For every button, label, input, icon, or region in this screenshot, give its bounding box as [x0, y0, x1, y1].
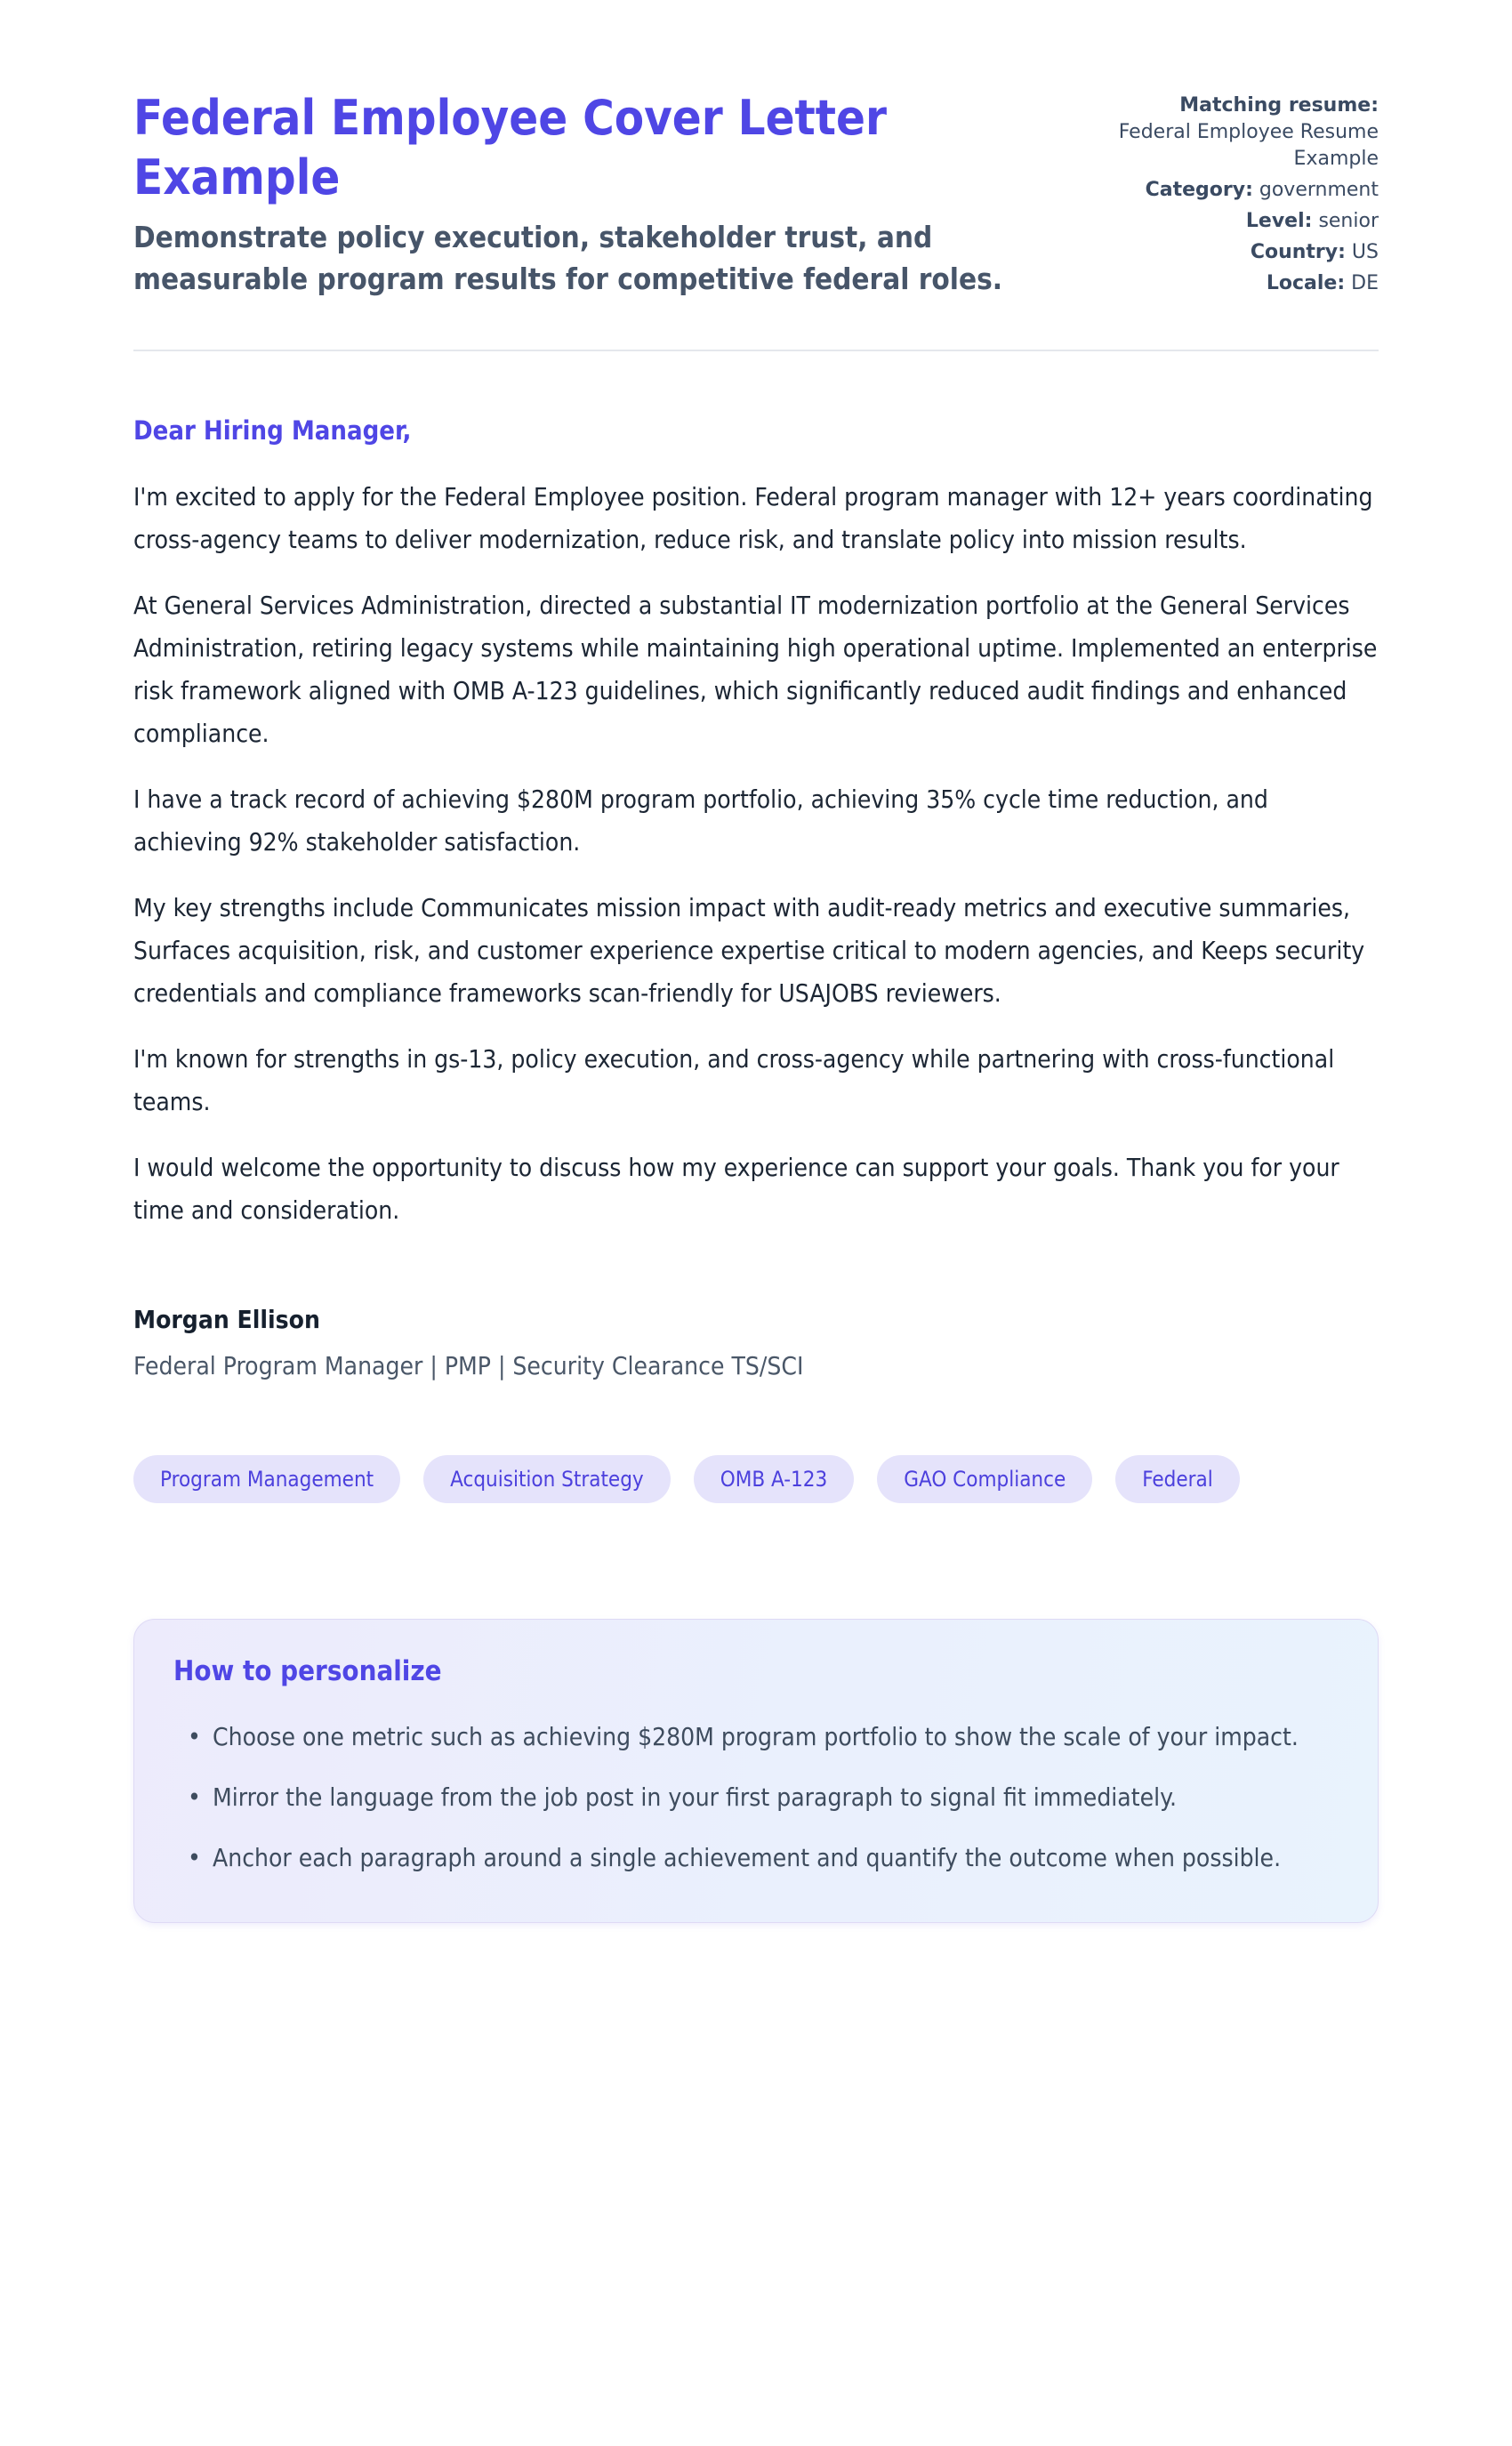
- country-value: US: [1351, 241, 1379, 263]
- letter-paragraph: My key strengths include Communicates mission impact with audit-ready metrics and executive summaries, Surfaces acquisition, risk, and customer experience expertise critical to modern agencies, and Keeps security credentials and compliance frameworks scan-friendly for USAJOBS reviewers.: [133, 893, 1365, 1008]
- personalize-heading: How to personalize: [173, 1655, 442, 1687]
- meta-row-level: [1103, 208, 1379, 235]
- level-value: senior: [1318, 210, 1379, 232]
- letter-greeting: Dear Hiring Manager,: [133, 415, 412, 446]
- signature-name: Morgan Ellison: [133, 1305, 320, 1334]
- skill-tag[interactable]: Program Management: [133, 1455, 400, 1503]
- level-label: Level:: [1245, 210, 1313, 232]
- header-divider: [133, 350, 1379, 351]
- personalize-tip-list: [173, 1716, 1339, 1879]
- category-label: Category:: [1145, 179, 1253, 201]
- letter-paragraph: I would welcome the opportunity to discuss how my experience can support your goals. Thank you for your time and consideration.: [133, 1153, 1339, 1225]
- signature-block: [133, 1305, 1379, 1388]
- skill-tag[interactable]: GAO Compliance: [877, 1455, 1092, 1503]
- meta-row-matching-resume: [1103, 93, 1379, 173]
- letter-paragraph: I'm excited to apply for the Federal Employee position. Federal program manager with 12+ years coordinating cross-agency teams to deliver modernization, reduce risk, and translate policy into mission results.: [133, 482, 1373, 554]
- locale-label: Locale:: [1266, 272, 1346, 294]
- skill-tag[interactable]: OMB A-123: [694, 1455, 855, 1503]
- letter-paragraph: I have a track record of achieving $280M program portfolio, achieving 35% cycle time reduction, and achieving 92% stakeholder satisfaction.: [133, 784, 1268, 857]
- how-to-personalize-card: [133, 1619, 1379, 1923]
- skill-tag-list: [133, 1455, 1379, 1503]
- meta-row-country: [1103, 239, 1379, 266]
- locale-value: DE: [1351, 272, 1379, 294]
- country-label: Country:: [1250, 241, 1346, 263]
- category-value: government: [1259, 179, 1379, 201]
- letter-paragraph: At General Services Administration, directed a substantial IT modernization portfolio at the General Services Administration, retiring legacy systems while maintaining high operational uptime. Implemented an enterprise risk framework aligned with OMB A-123 guidelines, which significantly reduced audit findings and enhanced compliance.: [133, 591, 1378, 748]
- personalize-tip: • Anchor each paragraph around a single achievement and quantify the outcome when possible.: [173, 1837, 1339, 1879]
- page-subtitle: Demonstrate policy execution, stakeholder trust, and measurable program results for competitive federal roles.: [133, 219, 1003, 296]
- cover-letter-body: [133, 415, 1379, 1388]
- meta-row-category: [1103, 177, 1379, 204]
- resume-meta-block: [1103, 89, 1379, 302]
- meta-row-locale: [1103, 270, 1379, 297]
- matching-resume-label: Matching resume:: [1179, 94, 1379, 117]
- personalize-tip: • Mirror the language from the job post in your first paragraph to signal fit immediately.: [173, 1776, 1339, 1819]
- skill-tag[interactable]: Acquisition Strategy: [423, 1455, 671, 1503]
- page-title: Federal Employee Cover Letter Example: [133, 90, 887, 205]
- header-title-block: [133, 89, 1005, 301]
- letter-paragraph: I'm known for strengths in gs-13, policy execution, and cross-agency while partnering with cross-functional teams.: [133, 1044, 1335, 1116]
- personalize-tip: • Choose one metric such as achieving $280M program portfolio to show the scale of your impact.: [173, 1716, 1339, 1758]
- signature-job-title: Federal Program Manager | PMP | Security Clearance TS/SCI: [133, 1351, 804, 1380]
- matching-resume-value[interactable]: Federal Employee Resume Example: [1118, 121, 1379, 170]
- skill-tag[interactable]: Federal: [1115, 1455, 1240, 1503]
- page-header: [133, 89, 1379, 302]
